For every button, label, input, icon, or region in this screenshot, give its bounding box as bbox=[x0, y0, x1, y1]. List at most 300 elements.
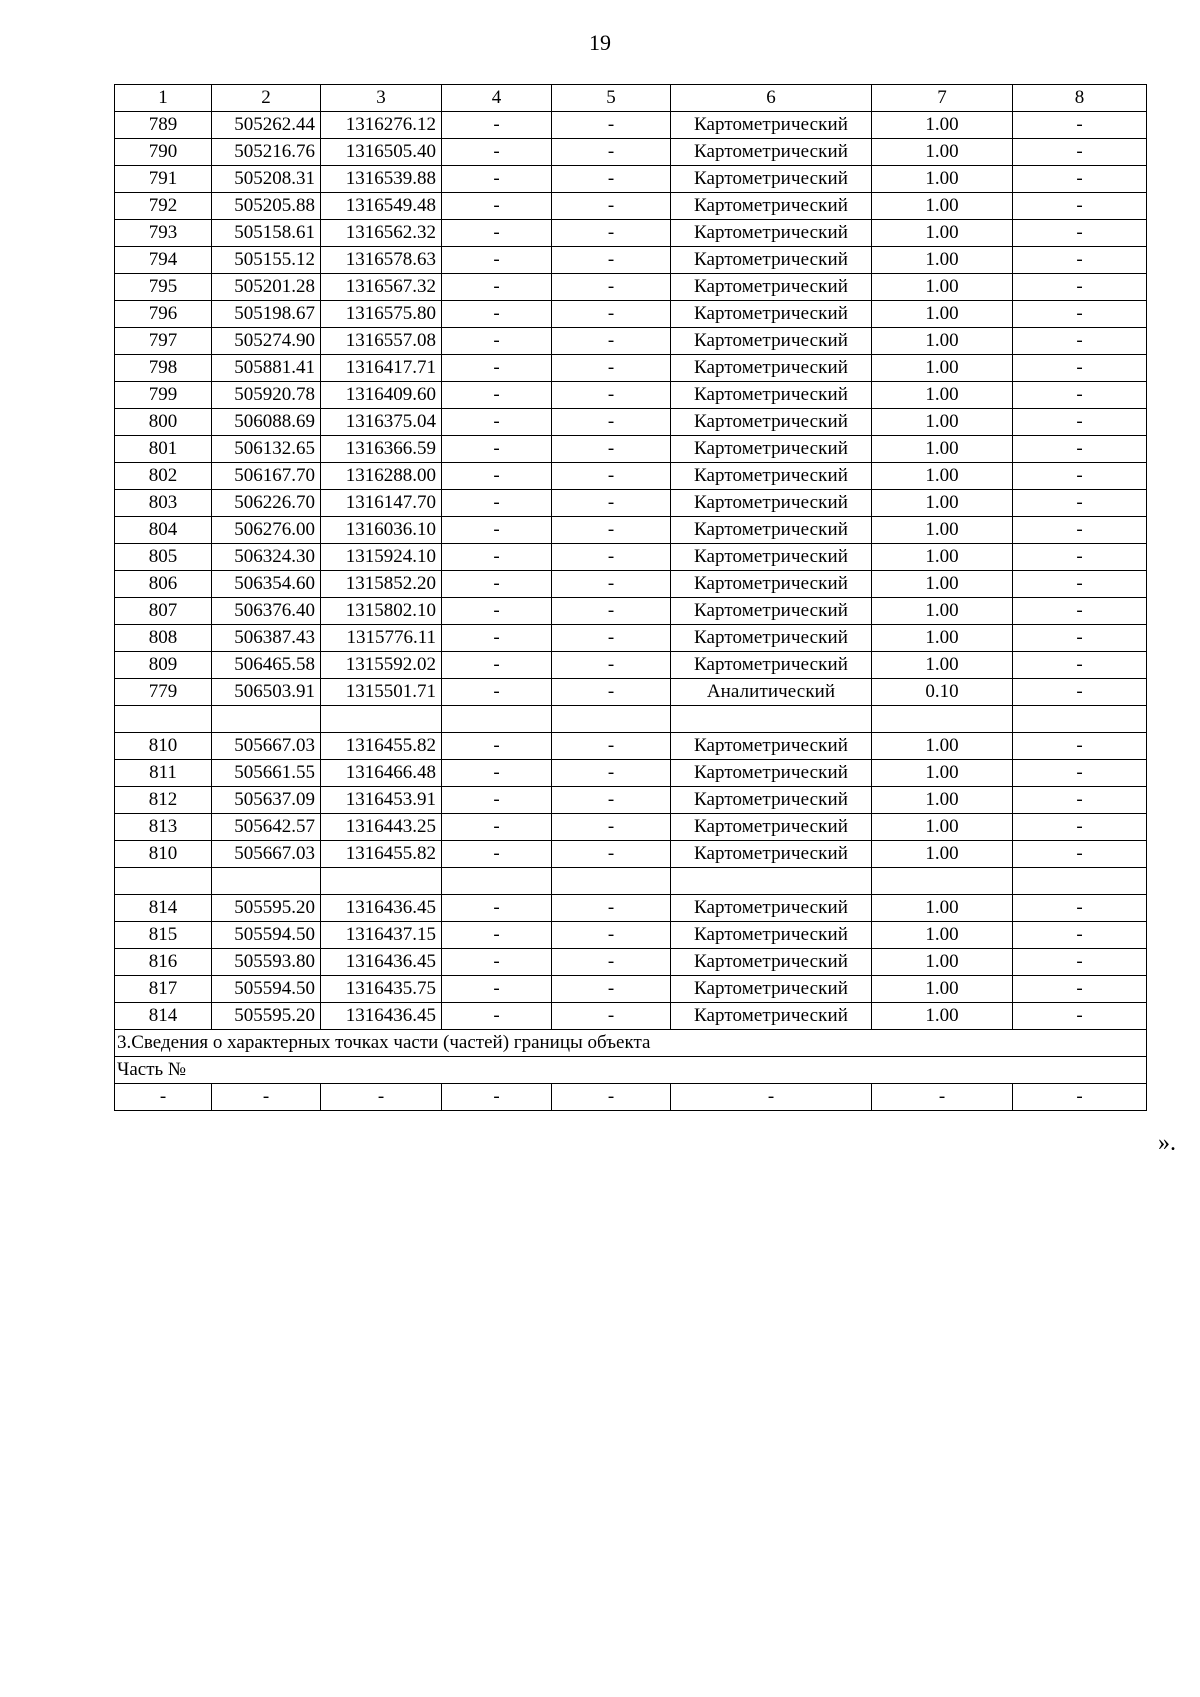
column-8-cell: - bbox=[1013, 274, 1147, 301]
column-5-cell: - bbox=[552, 274, 671, 301]
point-number-cell: 805 bbox=[115, 544, 212, 571]
point-number-cell: 814 bbox=[115, 1003, 212, 1030]
x-coordinate-cell: 506276.00 bbox=[212, 517, 321, 544]
method-cell: Картометрический bbox=[671, 1003, 872, 1030]
point-number-cell: 802 bbox=[115, 463, 212, 490]
point-number-cell: 792 bbox=[115, 193, 212, 220]
column-4-cell: - bbox=[442, 490, 552, 517]
x-coordinate-cell: 505642.57 bbox=[212, 814, 321, 841]
column-4-cell: - bbox=[442, 625, 552, 652]
dash-cell: - bbox=[1013, 1084, 1147, 1111]
dash-cell: - bbox=[872, 1084, 1013, 1111]
y-coordinate-cell: 1315802.10 bbox=[321, 598, 442, 625]
column-5-cell: - bbox=[552, 193, 671, 220]
method-cell: Картометрический bbox=[671, 544, 872, 571]
accuracy-cell: 1.00 bbox=[872, 544, 1013, 571]
column-4-cell: - bbox=[442, 463, 552, 490]
x-coordinate-cell: 505205.88 bbox=[212, 193, 321, 220]
table-row bbox=[115, 301, 1147, 328]
table-row bbox=[115, 274, 1147, 301]
header-cell: 2 bbox=[212, 85, 321, 112]
accuracy-cell: 1.00 bbox=[872, 625, 1013, 652]
column-5-cell: - bbox=[552, 463, 671, 490]
column-4-cell: - bbox=[442, 679, 552, 706]
column-4-cell: - bbox=[442, 112, 552, 139]
column-4-cell: - bbox=[442, 220, 552, 247]
y-coordinate-cell: 1316578.63 bbox=[321, 247, 442, 274]
column-4-cell: - bbox=[442, 436, 552, 463]
column-4-cell: - bbox=[442, 247, 552, 274]
method-cell: Картометрический bbox=[671, 355, 872, 382]
table-row bbox=[115, 544, 1147, 571]
column-5-cell: - bbox=[552, 787, 671, 814]
table-row bbox=[115, 139, 1147, 166]
x-coordinate-cell: 506324.30 bbox=[212, 544, 321, 571]
table-row bbox=[115, 733, 1147, 760]
column-8-cell: - bbox=[1013, 463, 1147, 490]
method-cell: Картометрический bbox=[671, 976, 872, 1003]
accuracy-cell: 1.00 bbox=[872, 760, 1013, 787]
column-8-cell: - bbox=[1013, 301, 1147, 328]
point-number-cell: 794 bbox=[115, 247, 212, 274]
x-coordinate-cell: 506503.91 bbox=[212, 679, 321, 706]
y-coordinate-cell: 1316505.40 bbox=[321, 139, 442, 166]
blank-cell bbox=[321, 706, 442, 733]
column-5-cell: - bbox=[552, 814, 671, 841]
y-coordinate-cell: 1316539.88 bbox=[321, 166, 442, 193]
column-5-cell: - bbox=[552, 409, 671, 436]
column-5-cell: - bbox=[552, 490, 671, 517]
column-5-cell: - bbox=[552, 922, 671, 949]
table-row bbox=[115, 760, 1147, 787]
y-coordinate-cell: 1315852.20 bbox=[321, 571, 442, 598]
column-4-cell: - bbox=[442, 841, 552, 868]
column-8-cell: - bbox=[1013, 220, 1147, 247]
blank-cell bbox=[671, 868, 872, 895]
point-number-cell: 798 bbox=[115, 355, 212, 382]
column-4-cell: - bbox=[442, 409, 552, 436]
x-coordinate-cell: 505216.76 bbox=[212, 139, 321, 166]
accuracy-cell: 1.00 bbox=[872, 814, 1013, 841]
dash-cell: - bbox=[321, 1084, 442, 1111]
accuracy-cell: 1.00 bbox=[872, 382, 1013, 409]
column-8-cell: - bbox=[1013, 409, 1147, 436]
column-8-cell: - bbox=[1013, 895, 1147, 922]
method-cell: Картометрический bbox=[671, 274, 872, 301]
table-row bbox=[115, 895, 1147, 922]
method-cell: Картометрический bbox=[671, 517, 872, 544]
column-4-cell: - bbox=[442, 976, 552, 1003]
accuracy-cell: 1.00 bbox=[872, 571, 1013, 598]
table-row bbox=[115, 193, 1147, 220]
accuracy-cell: 1.00 bbox=[872, 274, 1013, 301]
point-number-cell: 791 bbox=[115, 166, 212, 193]
x-coordinate-cell: 506387.43 bbox=[212, 625, 321, 652]
y-coordinate-cell: 1316036.10 bbox=[321, 517, 442, 544]
header-cell: 7 bbox=[872, 85, 1013, 112]
x-coordinate-cell: 505594.50 bbox=[212, 976, 321, 1003]
point-number-cell: 803 bbox=[115, 490, 212, 517]
x-coordinate-cell: 505208.31 bbox=[212, 166, 321, 193]
closing-quote: ». bbox=[1158, 1130, 1176, 1156]
method-cell: Картометрический bbox=[671, 409, 872, 436]
dash-cell: - bbox=[115, 1084, 212, 1111]
column-4-cell: - bbox=[442, 571, 552, 598]
column-5-cell: - bbox=[552, 976, 671, 1003]
column-8-cell: - bbox=[1013, 787, 1147, 814]
part-label-row bbox=[115, 1057, 1147, 1084]
x-coordinate-cell: 505881.41 bbox=[212, 355, 321, 382]
y-coordinate-cell: 1316466.48 bbox=[321, 760, 442, 787]
method-cell: Картометрический bbox=[671, 841, 872, 868]
point-number-cell: 806 bbox=[115, 571, 212, 598]
y-coordinate-cell: 1316147.70 bbox=[321, 490, 442, 517]
x-coordinate-cell: 506226.70 bbox=[212, 490, 321, 517]
table-row bbox=[115, 220, 1147, 247]
x-coordinate-cell: 505262.44 bbox=[212, 112, 321, 139]
x-coordinate-cell: 505198.67 bbox=[212, 301, 321, 328]
table-row bbox=[115, 976, 1147, 1003]
point-number-cell: 813 bbox=[115, 814, 212, 841]
accuracy-cell: 1.00 bbox=[872, 733, 1013, 760]
column-8-cell: - bbox=[1013, 166, 1147, 193]
header-cell: 4 bbox=[442, 85, 552, 112]
table-row bbox=[115, 598, 1147, 625]
point-number-cell: 796 bbox=[115, 301, 212, 328]
y-coordinate-cell: 1316562.32 bbox=[321, 220, 442, 247]
method-cell: Картометрический bbox=[671, 382, 872, 409]
blank-cell bbox=[115, 868, 212, 895]
table-row bbox=[115, 571, 1147, 598]
column-8-cell: - bbox=[1013, 922, 1147, 949]
y-coordinate-cell: 1316455.82 bbox=[321, 841, 442, 868]
point-number-cell: 817 bbox=[115, 976, 212, 1003]
x-coordinate-cell: 505595.20 bbox=[212, 1003, 321, 1030]
x-coordinate-cell: 505595.20 bbox=[212, 895, 321, 922]
column-8-cell: - bbox=[1013, 571, 1147, 598]
table-row bbox=[115, 517, 1147, 544]
column-5-cell: - bbox=[552, 247, 671, 274]
column-8-cell: - bbox=[1013, 652, 1147, 679]
column-8-cell: - bbox=[1013, 436, 1147, 463]
method-cell: Картометрический bbox=[671, 895, 872, 922]
column-5-cell: - bbox=[552, 220, 671, 247]
y-coordinate-cell: 1316575.80 bbox=[321, 301, 442, 328]
column-4-cell: - bbox=[442, 733, 552, 760]
column-8-cell: - bbox=[1013, 625, 1147, 652]
blank-cell bbox=[872, 868, 1013, 895]
blank-cell bbox=[1013, 868, 1147, 895]
blank-separator-row bbox=[115, 868, 1147, 895]
column-8-cell: - bbox=[1013, 976, 1147, 1003]
point-number-cell: 801 bbox=[115, 436, 212, 463]
accuracy-cell: 1.00 bbox=[872, 409, 1013, 436]
method-cell: Картометрический bbox=[671, 436, 872, 463]
column-4-cell: - bbox=[442, 544, 552, 571]
accuracy-cell: 1.00 bbox=[872, 490, 1013, 517]
header-cell: 3 bbox=[321, 85, 442, 112]
column-4-cell: - bbox=[442, 760, 552, 787]
table-row bbox=[115, 841, 1147, 868]
y-coordinate-cell: 1316549.48 bbox=[321, 193, 442, 220]
page-number: 19 bbox=[589, 30, 611, 55]
table-row bbox=[115, 436, 1147, 463]
accuracy-cell: 0.10 bbox=[872, 679, 1013, 706]
y-coordinate-cell: 1315501.71 bbox=[321, 679, 442, 706]
table-row bbox=[115, 409, 1147, 436]
column-8-cell: - bbox=[1013, 841, 1147, 868]
point-number-cell: 816 bbox=[115, 949, 212, 976]
column-5-cell: - bbox=[552, 544, 671, 571]
x-coordinate-cell: 505155.12 bbox=[212, 247, 321, 274]
point-number-cell: 793 bbox=[115, 220, 212, 247]
column-5-cell: - bbox=[552, 139, 671, 166]
y-coordinate-cell: 1316557.08 bbox=[321, 328, 442, 355]
y-coordinate-cell: 1316366.59 bbox=[321, 436, 442, 463]
column-4-cell: - bbox=[442, 787, 552, 814]
x-coordinate-cell: 505637.09 bbox=[212, 787, 321, 814]
point-number-cell: 789 bbox=[115, 112, 212, 139]
column-8-cell: - bbox=[1013, 382, 1147, 409]
accuracy-cell: 1.00 bbox=[872, 787, 1013, 814]
header-row bbox=[115, 85, 1147, 112]
column-5-cell: - bbox=[552, 598, 671, 625]
accuracy-cell: 1.00 bbox=[872, 976, 1013, 1003]
x-coordinate-cell: 506167.70 bbox=[212, 463, 321, 490]
column-5-cell: - bbox=[552, 382, 671, 409]
blank-cell bbox=[552, 706, 671, 733]
column-4-cell: - bbox=[442, 517, 552, 544]
point-number-cell: 810 bbox=[115, 841, 212, 868]
point-number-cell: 799 bbox=[115, 382, 212, 409]
accuracy-cell: 1.00 bbox=[872, 841, 1013, 868]
header-cell: 5 bbox=[552, 85, 671, 112]
x-coordinate-cell: 505661.55 bbox=[212, 760, 321, 787]
y-coordinate-cell: 1316417.71 bbox=[321, 355, 442, 382]
table-row bbox=[115, 382, 1147, 409]
table-row bbox=[115, 247, 1147, 274]
point-number-cell: 790 bbox=[115, 139, 212, 166]
blank-cell bbox=[321, 868, 442, 895]
x-coordinate-cell: 506132.65 bbox=[212, 436, 321, 463]
accuracy-cell: 1.00 bbox=[872, 355, 1013, 382]
point-number-cell: 808 bbox=[115, 625, 212, 652]
column-8-cell: - bbox=[1013, 1003, 1147, 1030]
y-coordinate-cell: 1316276.12 bbox=[321, 112, 442, 139]
column-5-cell: - bbox=[552, 679, 671, 706]
x-coordinate-cell: 506088.69 bbox=[212, 409, 321, 436]
column-4-cell: - bbox=[442, 355, 552, 382]
column-4-cell: - bbox=[442, 328, 552, 355]
column-5-cell: - bbox=[552, 571, 671, 598]
column-8-cell: - bbox=[1013, 517, 1147, 544]
x-coordinate-cell: 506354.60 bbox=[212, 571, 321, 598]
table-row bbox=[115, 490, 1147, 517]
x-coordinate-cell: 505667.03 bbox=[212, 841, 321, 868]
y-coordinate-cell: 1315592.02 bbox=[321, 652, 442, 679]
column-8-cell: - bbox=[1013, 814, 1147, 841]
x-coordinate-cell: 505201.28 bbox=[212, 274, 321, 301]
y-coordinate-cell: 1316567.32 bbox=[321, 274, 442, 301]
method-cell: Картометрический bbox=[671, 463, 872, 490]
column-5-cell: - bbox=[552, 112, 671, 139]
dash-cell: - bbox=[212, 1084, 321, 1111]
y-coordinate-cell: 1315924.10 bbox=[321, 544, 442, 571]
accuracy-cell: 1.00 bbox=[872, 112, 1013, 139]
column-4-cell: - bbox=[442, 652, 552, 679]
column-4-cell: - bbox=[442, 382, 552, 409]
method-cell: Картометрический bbox=[671, 598, 872, 625]
accuracy-cell: 1.00 bbox=[872, 220, 1013, 247]
y-coordinate-cell: 1316288.00 bbox=[321, 463, 442, 490]
column-4-cell: - bbox=[442, 301, 552, 328]
column-5-cell: - bbox=[552, 301, 671, 328]
y-coordinate-cell: 1316436.45 bbox=[321, 949, 442, 976]
blank-cell bbox=[671, 706, 872, 733]
column-4-cell: - bbox=[442, 949, 552, 976]
coordinates-table bbox=[114, 84, 1147, 1111]
table-row bbox=[115, 814, 1147, 841]
method-cell: Картометрический bbox=[671, 166, 872, 193]
column-8-cell: - bbox=[1013, 139, 1147, 166]
point-number-cell: 809 bbox=[115, 652, 212, 679]
part-label: Часть № bbox=[115, 1057, 1147, 1084]
y-coordinate-cell: 1315776.11 bbox=[321, 625, 442, 652]
section-title-row bbox=[115, 1030, 1147, 1057]
method-cell: Картометрический bbox=[671, 193, 872, 220]
method-cell: Картометрический bbox=[671, 760, 872, 787]
method-cell: Аналитический bbox=[671, 679, 872, 706]
method-cell: Картометрический bbox=[671, 652, 872, 679]
column-8-cell: - bbox=[1013, 949, 1147, 976]
column-5-cell: - bbox=[552, 517, 671, 544]
column-8-cell: - bbox=[1013, 355, 1147, 382]
table-row bbox=[115, 355, 1147, 382]
column-4-cell: - bbox=[442, 193, 552, 220]
accuracy-cell: 1.00 bbox=[872, 895, 1013, 922]
dash-cell: - bbox=[552, 1084, 671, 1111]
point-number-cell: 795 bbox=[115, 274, 212, 301]
column-8-cell: - bbox=[1013, 193, 1147, 220]
accuracy-cell: 1.00 bbox=[872, 328, 1013, 355]
method-cell: Картометрический bbox=[671, 571, 872, 598]
table-row bbox=[115, 1003, 1147, 1030]
blank-cell bbox=[212, 868, 321, 895]
column-4-cell: - bbox=[442, 922, 552, 949]
y-coordinate-cell: 1316375.04 bbox=[321, 409, 442, 436]
column-4-cell: - bbox=[442, 814, 552, 841]
accuracy-cell: 1.00 bbox=[872, 463, 1013, 490]
point-number-cell: 815 bbox=[115, 922, 212, 949]
x-coordinate-cell: 505594.50 bbox=[212, 922, 321, 949]
column-4-cell: - bbox=[442, 895, 552, 922]
y-coordinate-cell: 1316435.75 bbox=[321, 976, 442, 1003]
column-8-cell: - bbox=[1013, 760, 1147, 787]
point-number-cell: 810 bbox=[115, 733, 212, 760]
section-footer bbox=[115, 1030, 1147, 1111]
column-4-cell: - bbox=[442, 274, 552, 301]
table-row bbox=[115, 112, 1147, 139]
accuracy-cell: 1.00 bbox=[872, 949, 1013, 976]
point-number-cell: 811 bbox=[115, 760, 212, 787]
table-row bbox=[115, 463, 1147, 490]
table-row bbox=[115, 625, 1147, 652]
x-coordinate-cell: 506376.40 bbox=[212, 598, 321, 625]
accuracy-cell: 1.00 bbox=[872, 166, 1013, 193]
blank-cell bbox=[442, 706, 552, 733]
accuracy-cell: 1.00 bbox=[872, 436, 1013, 463]
column-5-cell: - bbox=[552, 625, 671, 652]
point-number-cell: 807 bbox=[115, 598, 212, 625]
accuracy-cell: 1.00 bbox=[872, 652, 1013, 679]
column-8-cell: - bbox=[1013, 544, 1147, 571]
y-coordinate-cell: 1316453.91 bbox=[321, 787, 442, 814]
table-row bbox=[115, 949, 1147, 976]
table-row bbox=[115, 922, 1147, 949]
column-8-cell: - bbox=[1013, 328, 1147, 355]
x-coordinate-cell: 505158.61 bbox=[212, 220, 321, 247]
blank-cell bbox=[552, 868, 671, 895]
accuracy-cell: 1.00 bbox=[872, 247, 1013, 274]
column-5-cell: - bbox=[552, 895, 671, 922]
table-row bbox=[115, 787, 1147, 814]
column-4-cell: - bbox=[442, 166, 552, 193]
x-coordinate-cell: 505593.80 bbox=[212, 949, 321, 976]
header-cell: 6 bbox=[671, 85, 872, 112]
column-8-cell: - bbox=[1013, 112, 1147, 139]
table-row bbox=[115, 679, 1147, 706]
point-number-cell: 800 bbox=[115, 409, 212, 436]
dash-cell: - bbox=[671, 1084, 872, 1111]
accuracy-cell: 1.00 bbox=[872, 1003, 1013, 1030]
column-4-cell: - bbox=[442, 1003, 552, 1030]
blank-cell bbox=[872, 706, 1013, 733]
point-number-cell: 797 bbox=[115, 328, 212, 355]
column-5-cell: - bbox=[552, 328, 671, 355]
column-5-cell: - bbox=[552, 949, 671, 976]
section-title: 3.Сведения о характерных точках части (частей) границы объекта bbox=[115, 1030, 1147, 1057]
column-8-cell: - bbox=[1013, 679, 1147, 706]
y-coordinate-cell: 1316455.82 bbox=[321, 733, 442, 760]
accuracy-cell: 1.00 bbox=[872, 193, 1013, 220]
method-cell: Картометрический bbox=[671, 490, 872, 517]
x-coordinate-cell: 506465.58 bbox=[212, 652, 321, 679]
blank-cell bbox=[1013, 706, 1147, 733]
accuracy-cell: 1.00 bbox=[872, 139, 1013, 166]
accuracy-cell: 1.00 bbox=[872, 922, 1013, 949]
column-5-cell: - bbox=[552, 436, 671, 463]
column-5-cell: - bbox=[552, 760, 671, 787]
point-number-cell: 779 bbox=[115, 679, 212, 706]
x-coordinate-cell: 505274.90 bbox=[212, 328, 321, 355]
dash-cell: - bbox=[442, 1084, 552, 1111]
y-coordinate-cell: 1316409.60 bbox=[321, 382, 442, 409]
column-8-cell: - bbox=[1013, 733, 1147, 760]
y-coordinate-cell: 1316436.45 bbox=[321, 1003, 442, 1030]
column-8-cell: - bbox=[1013, 598, 1147, 625]
method-cell: Картометрический bbox=[671, 112, 872, 139]
header-cell: 8 bbox=[1013, 85, 1147, 112]
method-cell: Картометрический bbox=[671, 949, 872, 976]
method-cell: Картометрический bbox=[671, 328, 872, 355]
column-4-cell: - bbox=[442, 598, 552, 625]
method-cell: Картометрический bbox=[671, 139, 872, 166]
table-row bbox=[115, 328, 1147, 355]
blank-cell bbox=[115, 706, 212, 733]
point-number-cell: 804 bbox=[115, 517, 212, 544]
table-body bbox=[115, 85, 1147, 1030]
column-8-cell: - bbox=[1013, 490, 1147, 517]
